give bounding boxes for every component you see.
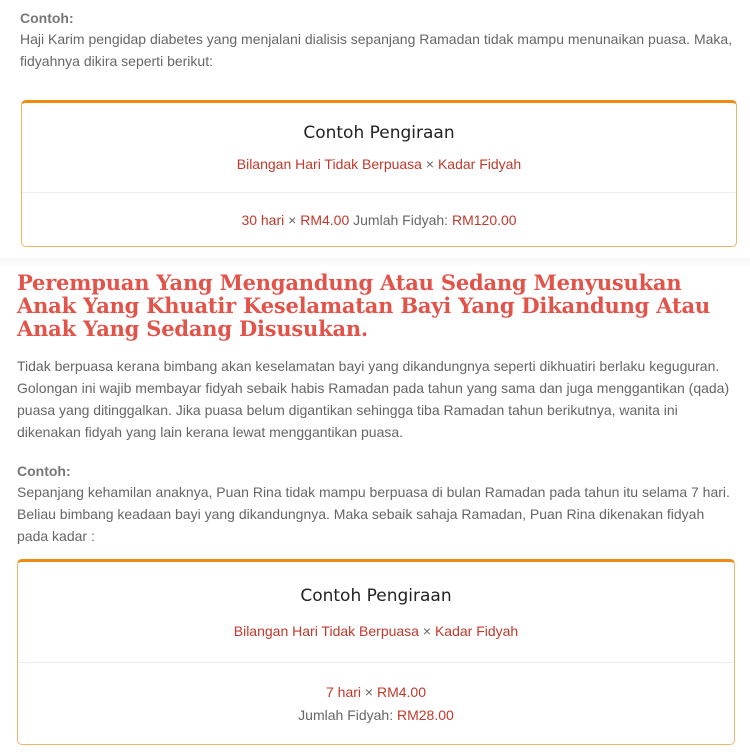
box-divider: [22, 192, 736, 193]
result-rate: RM4.00: [300, 212, 350, 228]
box-divider: [18, 662, 734, 663]
calculation-total: [18, 707, 734, 723]
result-multiply: ×: [284, 212, 301, 228]
formula-rate-term: Kadar Fidyah: [437, 156, 522, 172]
example-2-label: Contoh:: [17, 463, 71, 479]
section-paragraph: Tidak berpuasa kerana bimbang akan keselamatan bayi yang dikandungnya seperti dikhuatiri berlaku keguguran. Golongan ini wajib membayar fidyah sebaik habis Ramadan pada tahun yang sama dan juga menggantikan (qada) puasa yang ditinggalkan. Jika puasa belum digantikan sehingga tiba Ramadan tahun berikutnya, wanita ini dikenakan fidyah yang lain kerana lewat menggantikan puasa.: [17, 358, 730, 440]
formula-rate-term: Kadar Fidyah: [434, 623, 519, 639]
example-2-text: Sepanjang kehamilan anaknya, Puan Rina tidak mampu berpuasa di bulan Ramadan pada tahun itu selama 7 hari. Beliau bimbang keadaan bayi yang dikandungnya. Maka sebaik sahaja Ramadan, Puan Rina dikenakan fidyah pada kadar :: [17, 484, 730, 544]
calculation-box-2: [17, 559, 735, 745]
calculation-box-title: Contoh Pengiraan: [300, 586, 452, 606]
result-total-label: Jumlah Fidyah:: [298, 707, 397, 723]
calculation-box-1: [21, 100, 737, 247]
calculation-result: [18, 684, 734, 700]
formula-days-term: Bilangan Hari Tidak Berpuasa: [233, 623, 419, 639]
example-1: [20, 8, 735, 72]
calculation-box-title: Contoh Pengiraan: [303, 123, 455, 143]
result-days: 30 hari: [241, 212, 285, 228]
example-1-text: Haji Karim pengidap diabetes yang menjalani dialisis sepanjang Ramadan tidak mampu menunaikan puasa. Maka, fidyahnya dikira seperti berikut:: [20, 31, 733, 69]
calculation-formula: [22, 156, 736, 172]
result-rate: RM4.00: [376, 684, 427, 700]
example-1-label: Contoh:: [20, 10, 74, 26]
formula-days-term: Bilangan Hari Tidak Berpuasa: [236, 156, 422, 172]
formula-multiply: ×: [418, 623, 435, 639]
calculation-result: [22, 212, 736, 228]
section-2-body: [17, 355, 735, 443]
section-heading: Perempuan Yang Mengandung Atau Sedang Menyusukan Anak Yang Khuatir Keselamatan Bayi Yang Dikandung Atau Anak Yang Sedang Disusukan.: [17, 270, 710, 341]
result-days: 7 hari: [325, 684, 362, 700]
section-separator: [0, 258, 750, 268]
formula-multiply: ×: [421, 156, 438, 172]
calculation-formula: [18, 623, 734, 639]
result-total-value: RM28.00: [397, 707, 454, 723]
result-total-label: Jumlah Fidyah:: [349, 212, 452, 228]
result-multiply: ×: [361, 684, 377, 700]
result-total-value: RM120.00: [451, 212, 517, 228]
example-2: [17, 461, 735, 547]
